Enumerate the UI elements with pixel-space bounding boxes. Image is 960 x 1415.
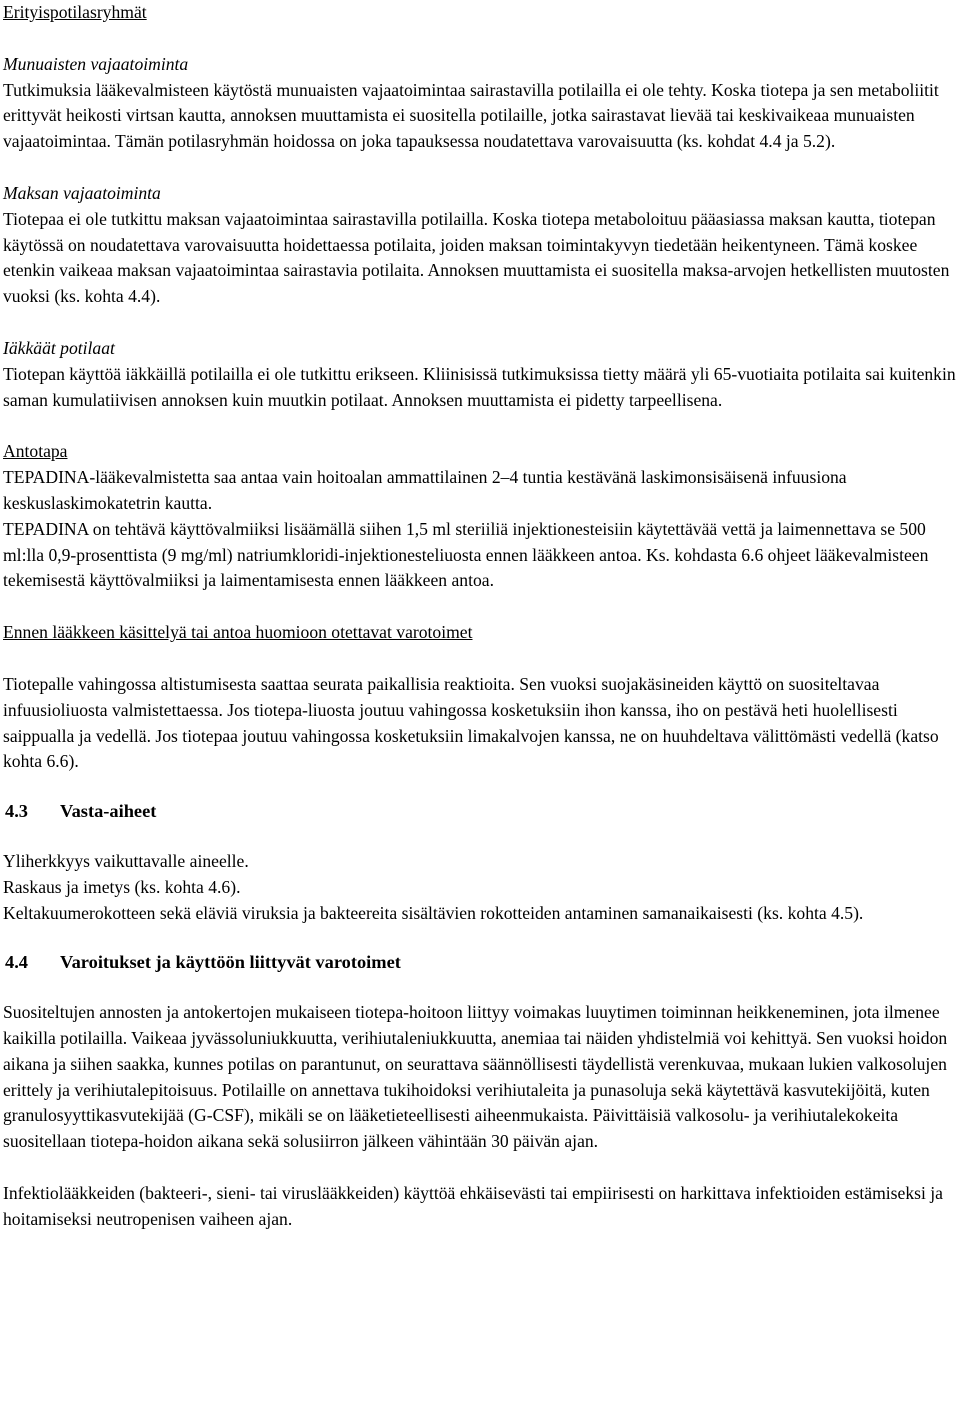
document-page bbox=[3, 0, 957, 1232]
section-4-3-number: 4.3 bbox=[5, 801, 28, 822]
hepatic-impairment-subheading: Maksan vajaatoiminta bbox=[3, 182, 161, 203]
elderly-text: Tiotepan käyttöä iäkkäillä potilailla ei ole tutkittu erikseen. Kliinisissä tutkimuksissa tietty määrä yli 65-vuotiaita potilaita sai kuitenkin saman kumulatiivisen annoksen kuin muutkin potilaat. Annoksen muuttamista ei pidetty tarpeellisena. bbox=[3, 363, 956, 410]
contraindication-line: Keltakuumerokotteen sekä eläviä viruksia ja bakteereita sisältävien rokotteiden antaminen samanaikaisesti (ks. kohta 4.5). bbox=[3, 902, 864, 923]
hepatic-impairment-text: Tiotepaa ei ole tutkittu maksan vajaatoimintaa sairastavilla potilailla. Koska tiotepa metaboloituu pääasiassa maksan kautta, tiotepan käytössä on noudatettava varovaisuutta hoidettaessa potilaita, joiden maksan toimintakyvyn tiedetään heikentyneen. Tämä koskee etenkin vaikeaa maksan vajaatoimintaa sairastavia potilaita. Annoksen muuttamista ei suositella maksa-arvojen hetkellisten muutosten vuoksi (ks. kohta 4.4). bbox=[3, 208, 950, 307]
precautions-heading: Ennen lääkkeen käsittelyä tai antoa huomioon otettavat varotoimet bbox=[3, 622, 473, 643]
contraindication-line: Raskaus ja imetys (ks. kohta 4.6). bbox=[3, 876, 241, 897]
precautions-text: Tiotepalle vahingossa altistumisesta saattaa seurata paikallisia reaktioita. Sen vuoksi suojakäsineiden käyttö on suositeltavaa infuusioliuosta valmistettaessa. Jos tiotepa-liuosta joutuu vahingossa kosketuksiin ihon kanssa, iho on pestävä heti huolellisesti saippualla ja vedellä. Jos tiotepaa joutuu vahingossa kosketuksiin limakalvojen kanssa, ne on huuhdeltava välittömästi vedellä (katso kohta 6.6). bbox=[3, 673, 939, 772]
elderly-subheading: Iäkkäät potilaat bbox=[3, 337, 115, 358]
administration-paragraph-2: TEPADINA on tehtävä käyttövalmiiksi lisäämällä siihen 1,5 ml steriiliä injektionesteisiin käytettävää vettä ja laimennettava se 500 ml:lla 0,9-prosenttista (9 mg/ml) natriumkloridi-injektionesteliuosta ennen lääkkeen antoa. Ks. kohdasta 6.6 ohjeet lääkevalmisteen tekemisestä käyttövalmiiksi ja laimentamisesta ennen lääkkeen antoa. bbox=[3, 518, 929, 591]
renal-impairment-subheading: Munuaisten vajaatoiminta bbox=[3, 53, 189, 74]
contraindication-line: Yliherkkyys vaikuttavalle aineelle. bbox=[3, 850, 249, 871]
section-4-4-title: Varoitukset ja käyttöön liittyvät varotoimet bbox=[60, 952, 401, 973]
warnings-paragraph-2: Infektiolääkkeiden (bakteeri-, sieni- tai viruslääkkeiden) käyttöä ehkäisevästi tai empiirisesti on harkittava infektioiden estämiseksi ja hoitamiseksi neutropenisen vaiheen ajan. bbox=[3, 1182, 943, 1229]
administration-paragraph-1: TEPADINA-lääkevalmistetta saa antaa vain hoitoalan ammattilainen 2–4 tuntia kestävänä laskimonsisäisenä infuusiona keskuslaskimokatetrin kautta. bbox=[3, 467, 847, 513]
special-populations-heading: Erityispotilasryhmät bbox=[3, 2, 147, 22]
section-4-4-heading bbox=[3, 950, 957, 976]
section-4-4-number: 4.4 bbox=[5, 952, 28, 973]
section-4-3-title: Vasta-aiheet bbox=[60, 801, 157, 822]
administration-heading: Antotapa bbox=[3, 441, 68, 462]
renal-impairment-text: Tutkimuksia lääkevalmisteen käytöstä munuaisten vajaatoimintaa sairastavilla potilailla ei ole tehty. Koska tiotepa ja sen metaboliitit erittyvät heikosti virtsan kautta, annoksen muuttamista ei suositella potilaille, jotka sairastavat lievää tai keskivaikeaa munuaisten vajaatoimintaa. Tämän potilasryhmän hoidossa on joka tapauksessa noudatettava varovaisuutta (ks. kohdat 4.4 ja 5.2). bbox=[3, 79, 939, 152]
warnings-paragraph-1: Suositeltujen annosten ja antokertojen mukaiseen tiotepa-hoitoon liittyy voimakas luuytimen toiminnan heikkeneminen, jota ilmenee kaikilla potilailla. Vaikeaa jyvässoluniukkuutta, verihiutaleniukkuutta, anemiaa tai näiden yhdistelmiä voi kehittyä. Sen vuoksi hoidon aikana ja siihen saakka, kunnes potilas on parantunut, on seurattava säännöllisesti täydellistä verenkuvaa, mukaan lukien valkosolujen erittely ja verihiutalepitoisuus. Potilaille on annettava tukihoidoksi verihiutaleita ja punasoluja sekä käytettävä kasvutekijöitä, kuten granulosyyttikasvutekijää (G-CSF), mikäli se on lääketieteellisesti aiheenmukaista. Päivittäisiä valkosolu- ja verihiutalekokeita suositellaan tiotepa-hoidon aikana sekä solusiirron jälkeen vähintään 30 päivän ajan. bbox=[3, 1002, 948, 1152]
section-4-3-heading bbox=[3, 799, 957, 825]
